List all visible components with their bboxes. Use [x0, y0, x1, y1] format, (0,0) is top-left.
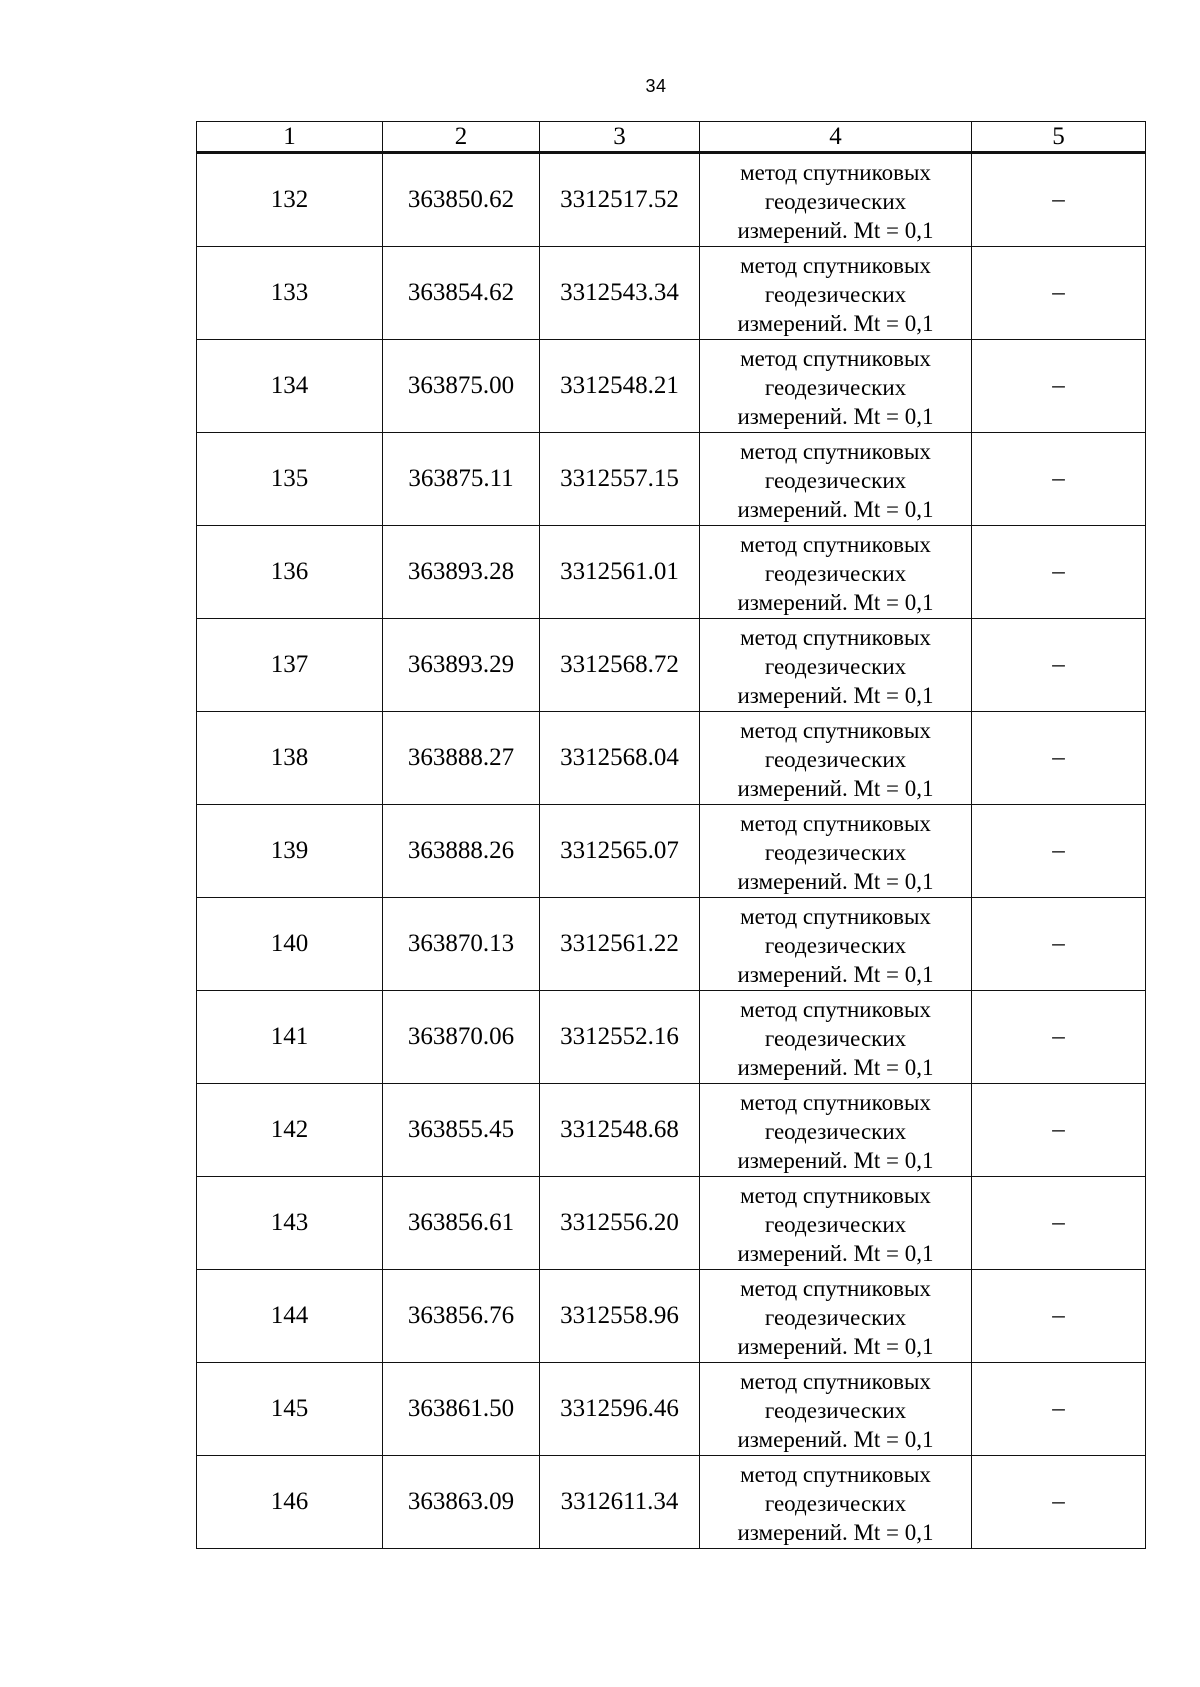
method-cell — [700, 153, 972, 247]
method-line: измерений. Mt = 0,1 — [737, 310, 934, 336]
method-line: метод спутниковых — [740, 1461, 931, 1487]
x-coordinate-cell: 363875.11 — [383, 433, 540, 526]
method-line: измерений. Mt = 0,1 — [737, 682, 934, 708]
point-number-cell: 140 — [197, 898, 383, 991]
x-coordinate-cell: 363855.45 — [383, 1084, 540, 1177]
x-coordinate-cell: 363856.76 — [383, 1270, 540, 1363]
method-line: измерений. Mt = 0,1 — [737, 1240, 934, 1266]
note-cell: – — [972, 340, 1146, 433]
method-line: метод спутниковых — [740, 531, 931, 557]
method-line: измерений. Mt = 0,1 — [737, 589, 934, 615]
table-row — [197, 619, 1146, 712]
table-row — [197, 712, 1146, 805]
point-number-cell: 141 — [197, 991, 383, 1084]
note-cell: – — [972, 153, 1146, 247]
method-line: геодезических — [764, 653, 907, 679]
x-coordinate-cell: 363888.26 — [383, 805, 540, 898]
method-line: геодезических — [764, 932, 907, 958]
x-coordinate-cell: 363861.50 — [383, 1363, 540, 1456]
method-cell — [700, 712, 972, 805]
method-line: метод спутниковых — [740, 717, 931, 743]
point-number-cell: 137 — [197, 619, 383, 712]
x-coordinate-cell: 363893.29 — [383, 619, 540, 712]
method-line: метод спутниковых — [740, 1182, 931, 1208]
x-coordinate-cell: 363870.13 — [383, 898, 540, 991]
table-row — [197, 898, 1146, 991]
point-number-cell: 142 — [197, 1084, 383, 1177]
method-line: метод спутниковых — [740, 159, 931, 185]
method-line: геодезических — [764, 374, 907, 400]
point-number-cell: 135 — [197, 433, 383, 526]
note-cell: – — [972, 1177, 1146, 1270]
x-coordinate-cell: 363888.27 — [383, 712, 540, 805]
note-cell: – — [972, 1270, 1146, 1363]
note-cell: – — [972, 1084, 1146, 1177]
method-line: метод спутниковых — [740, 996, 931, 1022]
x-coordinate-cell: 363850.62 — [383, 153, 540, 247]
point-number-cell: 138 — [197, 712, 383, 805]
method-line: измерений. Mt = 0,1 — [737, 1147, 934, 1173]
y-coordinate-cell: 3312596.46 — [540, 1363, 700, 1456]
method-line: измерений. Mt = 0,1 — [737, 217, 934, 243]
method-line: измерений. Mt = 0,1 — [737, 775, 934, 801]
x-coordinate-cell: 363875.00 — [383, 340, 540, 433]
x-coordinate-cell: 363863.09 — [383, 1456, 540, 1549]
method-line: измерений. Mt = 0,1 — [737, 1054, 934, 1080]
method-line: измерений. Mt = 0,1 — [737, 961, 934, 987]
method-cell — [700, 1456, 972, 1549]
method-line: геодезических — [764, 1025, 907, 1051]
point-number-cell: 136 — [197, 526, 383, 619]
header-row — [197, 122, 1146, 153]
table-body — [197, 153, 1146, 1549]
y-coordinate-cell: 3312552.16 — [540, 991, 700, 1084]
method-line: геодезических — [764, 1304, 907, 1330]
method-cell — [700, 619, 972, 712]
method-line: метод спутниковых — [740, 1275, 931, 1301]
note-cell: – — [972, 1363, 1146, 1456]
method-line: геодезических — [764, 467, 907, 493]
x-coordinate-cell: 363856.61 — [383, 1177, 540, 1270]
header-col-2: 2 — [383, 122, 540, 153]
method-cell — [700, 247, 972, 340]
y-coordinate-cell: 3312561.22 — [540, 898, 700, 991]
method-line: измерений. Mt = 0,1 — [737, 496, 934, 522]
note-cell: – — [972, 1456, 1146, 1549]
point-number-cell: 146 — [197, 1456, 383, 1549]
y-coordinate-cell: 3312611.34 — [540, 1456, 700, 1549]
method-line: геодезических — [764, 1490, 907, 1516]
method-cell — [700, 991, 972, 1084]
table-row — [197, 1177, 1146, 1270]
y-coordinate-cell: 3312548.21 — [540, 340, 700, 433]
header-col-3: 3 — [540, 122, 700, 153]
y-coordinate-cell: 3312568.72 — [540, 619, 700, 712]
y-coordinate-cell: 3312543.34 — [540, 247, 700, 340]
table-row — [197, 1270, 1146, 1363]
y-coordinate-cell: 3312561.01 — [540, 526, 700, 619]
y-coordinate-cell: 3312565.07 — [540, 805, 700, 898]
table-row — [197, 153, 1146, 247]
note-cell: – — [972, 898, 1146, 991]
x-coordinate-cell: 363854.62 — [383, 247, 540, 340]
method-cell — [700, 526, 972, 619]
table-row — [197, 433, 1146, 526]
method-line: измерений. Mt = 0,1 — [737, 1426, 934, 1452]
table-row — [197, 1363, 1146, 1456]
point-number-cell: 133 — [197, 247, 383, 340]
note-cell: – — [972, 526, 1146, 619]
method-cell — [700, 1270, 972, 1363]
method-line: геодезических — [764, 746, 907, 772]
point-number-cell: 145 — [197, 1363, 383, 1456]
method-line: метод спутниковых — [740, 1368, 931, 1394]
method-line: измерений. Mt = 0,1 — [737, 1519, 934, 1545]
method-cell — [700, 433, 972, 526]
method-line: метод спутниковых — [740, 624, 931, 650]
header-col-1: 1 — [197, 122, 383, 153]
page-number: 34 — [645, 76, 667, 96]
y-coordinate-cell: 3312568.04 — [540, 712, 700, 805]
method-line: геодезических — [764, 281, 907, 307]
method-line: измерений. Mt = 0,1 — [737, 868, 934, 894]
table-row — [197, 805, 1146, 898]
table-row — [197, 1084, 1146, 1177]
method-line: метод спутниковых — [740, 345, 931, 371]
method-line: метод спутниковых — [740, 438, 931, 464]
note-cell: – — [972, 712, 1146, 805]
method-line: метод спутниковых — [740, 252, 931, 278]
table-header — [197, 122, 1146, 153]
point-number-cell: 132 — [197, 153, 383, 247]
note-cell: – — [972, 805, 1146, 898]
table-row — [197, 340, 1146, 433]
method-line: геодезических — [764, 1211, 907, 1237]
point-number-cell: 134 — [197, 340, 383, 433]
coordinates-table — [196, 121, 1146, 1549]
y-coordinate-cell: 3312548.68 — [540, 1084, 700, 1177]
method-line: измерений. Mt = 0,1 — [737, 403, 934, 429]
y-coordinate-cell: 3312558.96 — [540, 1270, 700, 1363]
method-line: геодезических — [764, 560, 907, 586]
method-line: метод спутниковых — [740, 1089, 931, 1115]
table-row — [197, 1456, 1146, 1549]
method-line: геодезических — [764, 188, 907, 214]
method-cell — [700, 1084, 972, 1177]
method-line: измерений. Mt = 0,1 — [737, 1333, 934, 1359]
note-cell: – — [972, 433, 1146, 526]
point-number-cell: 139 — [197, 805, 383, 898]
header-col-5: 5 — [972, 122, 1146, 153]
method-line: геодезических — [764, 1397, 907, 1423]
method-cell — [700, 805, 972, 898]
method-cell — [700, 1177, 972, 1270]
method-cell — [700, 1363, 972, 1456]
x-coordinate-cell: 363870.06 — [383, 991, 540, 1084]
note-cell: – — [972, 247, 1146, 340]
y-coordinate-cell: 3312557.15 — [540, 433, 700, 526]
x-coordinate-cell: 363893.28 — [383, 526, 540, 619]
method-cell — [700, 898, 972, 991]
method-line: геодезических — [764, 839, 907, 865]
table-row — [197, 247, 1146, 340]
method-line: метод спутниковых — [740, 903, 931, 929]
table-row — [197, 526, 1146, 619]
method-line: метод спутниковых — [740, 810, 931, 836]
note-cell: – — [972, 991, 1146, 1084]
method-cell — [700, 340, 972, 433]
table-row — [197, 991, 1146, 1084]
header-col-4: 4 — [700, 122, 972, 153]
note-cell: – — [972, 619, 1146, 712]
y-coordinate-cell: 3312517.52 — [540, 153, 700, 247]
y-coordinate-cell: 3312556.20 — [540, 1177, 700, 1270]
point-number-cell: 144 — [197, 1270, 383, 1363]
method-line: геодезических — [764, 1118, 907, 1144]
point-number-cell: 143 — [197, 1177, 383, 1270]
